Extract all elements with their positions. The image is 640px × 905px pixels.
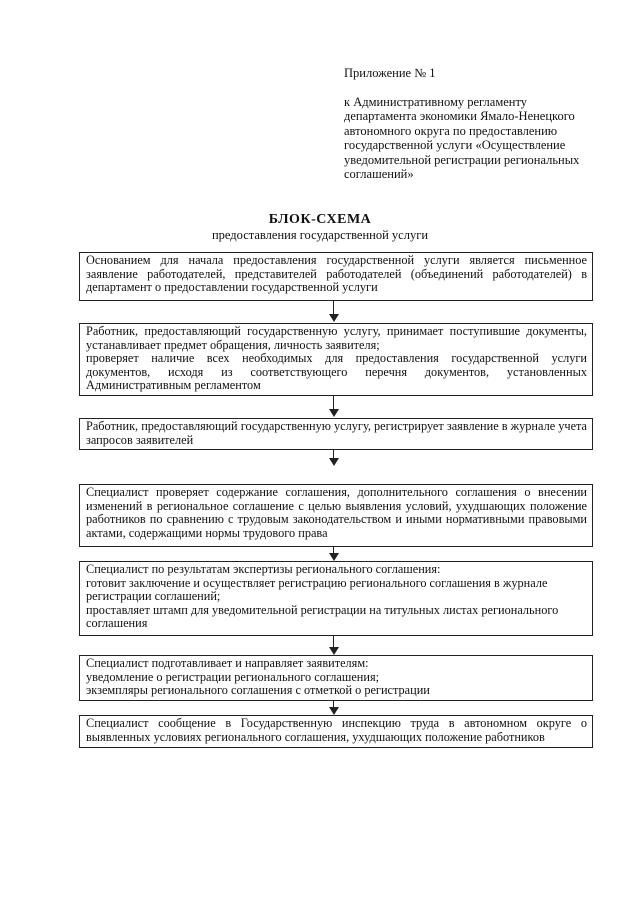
annex-number: Приложение № 1 xyxy=(344,66,436,80)
document-title: БЛОК-СХЕМА xyxy=(268,212,372,227)
flow-arrow xyxy=(329,701,339,715)
flow-step-4 xyxy=(79,484,593,547)
flow-step-3 xyxy=(79,418,593,450)
flow-step-1 xyxy=(79,252,593,301)
flow-arrow xyxy=(329,396,339,418)
annex-line: уведомительной регистрации региональных xyxy=(344,152,580,167)
annex-line: к Административному регламенту xyxy=(344,94,528,109)
flow-arrow xyxy=(329,450,339,466)
step-text: проставляет штамп для уведомительной регистрации на титульных листах регионального соглашения xyxy=(86,602,559,631)
step-text: экземпляры регионального соглашения с отметкой о регистрации xyxy=(86,683,430,698)
flow-step-6 xyxy=(79,655,593,701)
flow-arrow xyxy=(329,636,339,655)
annex-line: соглашений» xyxy=(344,167,414,181)
step-text: Специалист подготавливает и направляет заявителям: xyxy=(86,656,369,670)
flow-arrow xyxy=(329,547,339,561)
annex-line: государственной услуги «Осуществление xyxy=(344,138,566,152)
step-text: уведомление о регистрации регионального соглашения; xyxy=(86,669,380,684)
step-text: Специалист сообщение в Государственную инспекцию труда в автономном округе о выявленных условиях регионального соглашения, ухудшающих положение работников xyxy=(86,716,587,744)
annex-block xyxy=(344,66,604,182)
flow-step-5 xyxy=(79,561,593,636)
document-subtitle: предоставления государственной услуги xyxy=(211,228,429,242)
annex-line: департамента экономики Ямало-Ненецкого xyxy=(344,109,575,123)
step-text: Специалист по результатам экспертизы регионального соглашения: xyxy=(86,562,441,576)
step-text: Работник, предоставляющий государственную услугу, принимает поступившие документы, устанавливает предмет обращения, личность заявителя; xyxy=(86,324,587,352)
step-text: проверяет наличие всех необходимых для предоставления государственной услуги документов, исходя из соответствующего перечня документов, установленных Административным регламентом xyxy=(86,351,587,393)
step-text: Работник, предоставляющий государственную услугу, регистрирует заявление в журнале учета запросов заявителей xyxy=(86,419,588,447)
flow-step-7 xyxy=(79,715,593,748)
flow-arrow xyxy=(329,301,339,323)
step-text: Специалист проверяет содержание соглашения, дополнительного соглашения о внесении изменений в региональное соглашение с целью выявления условий, ухудшающих положение работников по сравнению с трудовым законодательством и иными нормативными правовыми актами, содержащими нормы трудового права xyxy=(86,485,587,540)
annex-line: автономного округа по предоставлению xyxy=(344,123,558,138)
step-text: готовит заключение и осуществляет регистрацию регионального соглашения в журнале регистрации соглашений; xyxy=(86,575,548,604)
flow-step-2 xyxy=(79,323,593,396)
step-text: Основанием для начала предоставления государственной услуги является письменное заявление работодателей, представителей работодателей (объединений работодателей) в департамент о предоставлении государственной услуги xyxy=(86,253,587,295)
